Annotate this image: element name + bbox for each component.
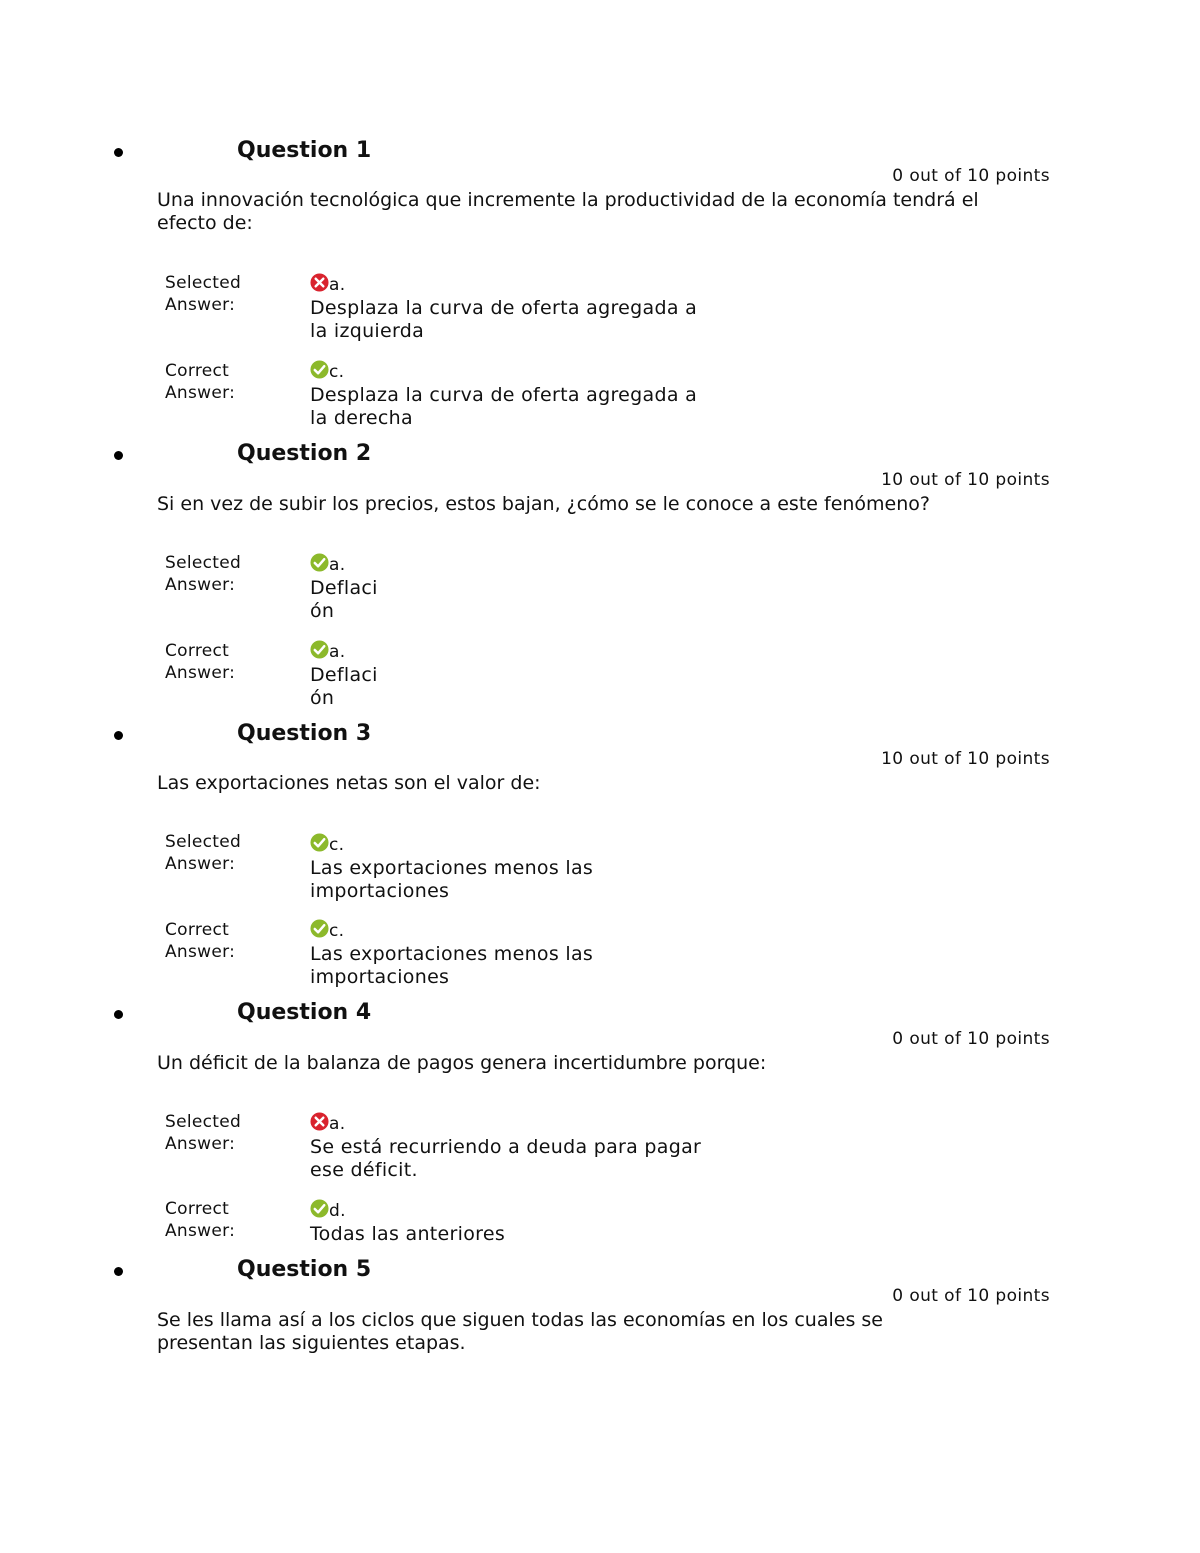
- list-bullet: [114, 148, 123, 157]
- selected-answer-label: Selected Answer:: [165, 553, 242, 595]
- answer-text: Las exportaciones menos las importaciones: [310, 943, 594, 988]
- question-text: Una innovación tecnológica que incremente la productividad de la economía tendrá el efecto de:: [157, 189, 979, 234]
- answer-text: Deflación: [310, 664, 378, 709]
- correct-answer: [310, 360, 710, 430]
- x-circle-icon: [310, 273, 329, 292]
- selected-answer-label: Selected Answer:: [165, 1112, 242, 1154]
- question-points: 10 out of 10 points: [881, 470, 1050, 490]
- answer-letter: c.: [329, 362, 345, 382]
- selected-answer: [310, 273, 710, 343]
- question-points: 0 out of 10 points: [892, 166, 1050, 186]
- question-title: Question 3: [237, 721, 372, 746]
- answer-letter: a.: [329, 1114, 346, 1134]
- check-circle-icon: [310, 919, 329, 938]
- check-circle-icon: [310, 833, 329, 852]
- answer-letter: a.: [329, 642, 346, 662]
- answer-letter: c.: [329, 835, 345, 855]
- question-text: Si en vez de subir los precios, estos bajan, ¿cómo se le conoce a este fenómeno?: [157, 493, 930, 515]
- correct-answer: [310, 640, 382, 710]
- list-bullet: [114, 451, 123, 460]
- answer-text: Se está recurriendo a deuda para pagar ese déficit.: [310, 1136, 702, 1181]
- check-circle-icon: [310, 1199, 329, 1218]
- correct-answer-label: Correct Answer:: [165, 920, 236, 962]
- answer-letter: a.: [329, 555, 346, 575]
- correct-answer: [310, 919, 610, 989]
- correct-answer-label: Correct Answer:: [165, 361, 236, 403]
- question-title: Question 5: [237, 1257, 372, 1282]
- correct-answer: [310, 1199, 710, 1246]
- answer-text: Las exportaciones menos las importaciones: [310, 857, 594, 902]
- question-text: Las exportaciones netas son el valor de:: [157, 772, 541, 794]
- selected-answer: [310, 553, 382, 623]
- question-points: 10 out of 10 points: [881, 749, 1050, 769]
- check-circle-icon: [310, 360, 329, 379]
- list-bullet: [114, 731, 123, 740]
- question-title: Question 4: [237, 1000, 372, 1025]
- answer-text: Desplaza la curva de oferta agregada a la izquierda: [310, 297, 698, 342]
- list-bullet: [114, 1010, 123, 1019]
- question-text: Se les llama así a los ciclos que siguen todas las economías en los cuales se presentan las siguientes etapas.: [157, 1309, 883, 1354]
- question-text: Un déficit de la balanza de pagos genera incertidumbre porque:: [157, 1052, 767, 1074]
- answer-text: Todas las anteriores: [310, 1223, 506, 1245]
- question-points: 0 out of 10 points: [892, 1029, 1050, 1049]
- answer-text: Deflación: [310, 577, 378, 622]
- selected-answer-label: Selected Answer:: [165, 832, 242, 874]
- answer-letter: a.: [329, 275, 346, 295]
- question-title: Question 1: [237, 138, 372, 163]
- question-title: Question 2: [237, 441, 372, 466]
- question-points: 0 out of 10 points: [892, 1286, 1050, 1306]
- check-circle-icon: [310, 553, 329, 572]
- correct-answer-label: Correct Answer:: [165, 641, 236, 683]
- answer-letter: c.: [329, 921, 345, 941]
- correct-answer-label: Correct Answer:: [165, 1199, 236, 1241]
- selected-answer-label: Selected Answer:: [165, 273, 242, 315]
- x-circle-icon: [310, 1112, 329, 1131]
- check-circle-icon: [310, 640, 329, 659]
- answer-text: Desplaza la curva de oferta agregada a la derecha: [310, 384, 698, 429]
- answer-letter: d.: [329, 1201, 346, 1221]
- selected-answer: [310, 833, 610, 903]
- selected-answer: [310, 1112, 710, 1182]
- list-bullet: [114, 1267, 123, 1276]
